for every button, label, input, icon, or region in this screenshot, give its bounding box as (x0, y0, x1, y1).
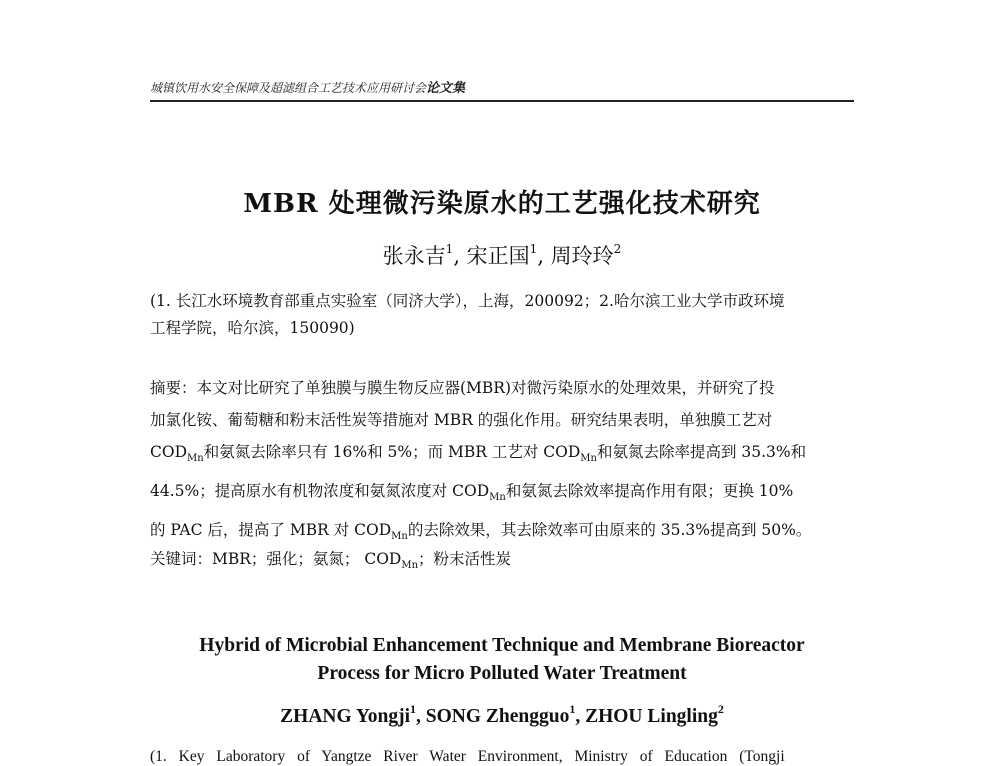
title-en-line2: Process for Micro Polluted Water Treatment (317, 663, 687, 684)
author-cn-1-mark: 1 (445, 242, 454, 256)
header-bold: 论文集 (426, 81, 466, 96)
affiliation-cn (150, 288, 856, 342)
subscript-mn: Mn (489, 492, 506, 503)
author-cn-sep: , (537, 244, 551, 268)
affiliation-cn-line1: (1. 长江水环境教育部重点实验室（同济大学），上海，200092；2.哈尔滨工业大学市政环境 (150, 292, 785, 310)
keywords-cn: 关键词：MBR；强化；氨氮； $COD_{Mn}$；粉末活性炭 (150, 550, 512, 571)
author-cn-sep: , (453, 244, 467, 268)
authors-cn (150, 240, 854, 270)
author-cn-1: 张永吉 (382, 244, 446, 268)
subscript-mn: Mn (580, 453, 597, 464)
title-en-line1: Hybrid of Microbial Enhancement Technique and Membrane Bioreactor (199, 635, 805, 656)
affiliation-en: (1. Key Laboratory of Yangtze River Water Environment, Ministry of Education (Tongji (150, 748, 785, 765)
author-cn-3: 周玲玲 (550, 244, 614, 268)
author-cn-3-mark: 2 (613, 242, 622, 256)
abstract-line: 44.5%；提高原水有机物浓度和氨氮浓度对 $COD_{Mn}$和氨氮去除效率提高作用有限；更换 10% (150, 482, 794, 503)
abstract-cn (150, 372, 856, 553)
author-en-3-mark: 2 (717, 702, 724, 716)
abstract-line: 摘要：本文对比研究了单独膜与膜生物反应器(MBR)对微污染原水的处理效果，并研究了投 (150, 379, 775, 397)
author-cn-2: 宋正国 (466, 244, 530, 268)
subscript-mn: Mn (401, 560, 419, 571)
author-en-2-mark: 1 (569, 702, 576, 716)
author-en-1: ZHANG Yongji (280, 706, 410, 727)
paper-title-en (150, 632, 854, 688)
header-rule (150, 100, 854, 102)
abstract-line: 加氯化铵、葡萄糖和粉末活性炭等措施对 MBR 的强化作用。研究结果表明，单独膜工艺对 (150, 411, 773, 429)
authors-en: ZHANG Yongji$^1$, SONG Zhengguo$^1$, ZHOU Lingling$^2$ (280, 702, 724, 727)
subscript-mn: Mn (391, 531, 408, 542)
affiliation-cn-line2: 工程学院，哈尔滨，150090) (150, 319, 355, 337)
abstract-line: 的 PAC 后，提高了 MBR 对 $COD_{Mn}$的去除效果，其去除效率可由原来的 35.3%提高到 50%。 (150, 521, 812, 542)
author-en-1-mark: 1 (410, 702, 416, 716)
author-cn-2-mark: 1 (529, 242, 538, 256)
subscript-mn: Mn (187, 453, 204, 464)
paper-title-cn: MBR 处理微污染原水的工艺强化技术研究 (243, 189, 761, 219)
proceedings-header (150, 77, 854, 96)
abstract-line: $COD_{Mn}$和氨氮去除率只有 16%和 5%；而 MBR 工艺对 $COD_{Mn}$和氨氮去除率提高到 35.3%和 (150, 443, 807, 464)
author-en-3: ZHOU Lingling (585, 706, 718, 727)
author-en-2: SONG Zhengguo (425, 706, 570, 727)
header-text: 城镇饮用水安全保障及超滤组合工艺技术应用研讨会 (150, 81, 427, 95)
